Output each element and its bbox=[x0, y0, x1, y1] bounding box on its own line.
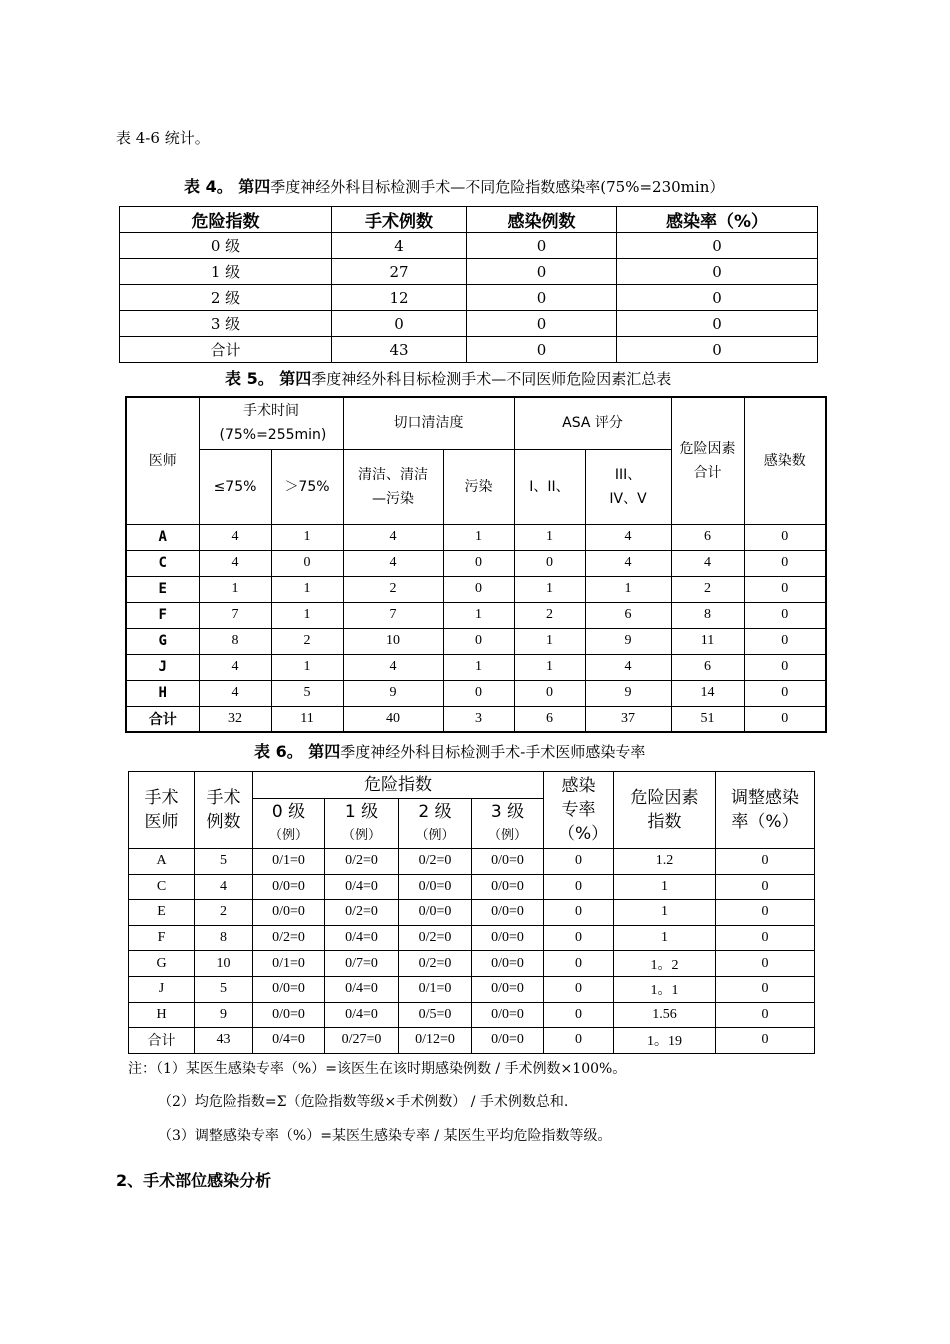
table6-body bbox=[129, 849, 815, 1054]
table-row bbox=[129, 849, 815, 875]
t5-cell: 2 bbox=[514, 602, 585, 628]
t6-cell: 5 bbox=[195, 849, 253, 875]
t5-header-asa12: I、II、 bbox=[514, 449, 585, 524]
t5-cell: 4 bbox=[343, 550, 443, 576]
t6-level-name: 3 级 bbox=[490, 801, 525, 822]
t6-header-level bbox=[472, 799, 544, 849]
t6-cell: 0 bbox=[544, 925, 614, 951]
t5-cell: 4 bbox=[585, 654, 671, 680]
table-row bbox=[126, 628, 826, 654]
t5-cell: 4 bbox=[199, 524, 271, 550]
t5-doctor-cell: C bbox=[126, 550, 199, 576]
t6-cell: 1.2 bbox=[614, 849, 716, 875]
t6-cell: 0 bbox=[544, 976, 614, 1002]
t5-header-asa: ASA 评分 bbox=[514, 397, 671, 449]
t4-cell: 0 bbox=[467, 311, 617, 337]
table-row bbox=[120, 285, 818, 311]
t4-cell: 1 级 bbox=[120, 259, 332, 285]
t6-cell: 1 bbox=[614, 874, 716, 900]
table-row bbox=[129, 951, 815, 977]
t5-header-asa345: III、IV、V bbox=[585, 449, 671, 524]
t6-header-rate: 感染专率（%） bbox=[544, 772, 614, 849]
t5-cell: 1 bbox=[443, 654, 514, 680]
table-row bbox=[126, 602, 826, 628]
t6-doctor-cell: F bbox=[129, 925, 195, 951]
t5-cell: 5 bbox=[271, 680, 343, 706]
t6-cell: 9 bbox=[195, 1002, 253, 1028]
t6-level-name: 2 级 bbox=[418, 801, 452, 822]
table-row bbox=[126, 550, 826, 576]
t6-header-level bbox=[399, 799, 472, 849]
t5-cell: 1 bbox=[271, 654, 343, 680]
t6-cell: 0/0=0 bbox=[399, 900, 472, 926]
t6-cell: 0/4=0 bbox=[325, 925, 399, 951]
t5-cell: 37 bbox=[585, 706, 671, 732]
t5-cell: 6 bbox=[585, 602, 671, 628]
t5-doctor-cell: J bbox=[126, 654, 199, 680]
t5-cell: 3 bbox=[443, 706, 514, 732]
t6-cell: 0 bbox=[544, 874, 614, 900]
t6-header-level bbox=[253, 799, 325, 849]
table5-caption-label: 表 5。 第四 bbox=[225, 369, 312, 388]
t6-cell: 0/4=0 bbox=[325, 1002, 399, 1028]
t6-cell: 0/4=0 bbox=[325, 976, 399, 1002]
t5-cell: 4 bbox=[199, 680, 271, 706]
t5-cell: 9 bbox=[343, 680, 443, 706]
table-row bbox=[126, 706, 826, 732]
note-2: （2）均危险指数=Σ（危险指数等级×手术例数） / 手术例数总和. bbox=[158, 1094, 569, 1110]
t6-cell: 2 bbox=[195, 900, 253, 926]
t5-cell: 0 bbox=[744, 706, 826, 732]
t6-cell: 0 bbox=[716, 874, 815, 900]
t6-cell: 0/0=0 bbox=[472, 951, 544, 977]
t5-cell: 7 bbox=[343, 602, 443, 628]
t5-cell: 4 bbox=[343, 524, 443, 550]
t5-cell: 0 bbox=[514, 680, 585, 706]
t4-header-cell: 感染率（%） bbox=[617, 207, 818, 233]
t5-cell: 1 bbox=[514, 576, 585, 602]
t6-cell: 0 bbox=[716, 849, 815, 875]
t6-level-unit: （例） bbox=[341, 827, 381, 843]
t6-cell: 0/0=0 bbox=[253, 874, 325, 900]
table-row bbox=[129, 1028, 815, 1054]
t5-cell: 2 bbox=[343, 576, 443, 602]
t5-cell: 1 bbox=[199, 576, 271, 602]
t4-cell: 0 bbox=[467, 233, 617, 259]
t4-cell: 0 bbox=[617, 259, 818, 285]
table-row bbox=[120, 233, 818, 259]
t6-cell: 0 bbox=[544, 900, 614, 926]
t5-cell: 0 bbox=[744, 550, 826, 576]
t6-cell: 0/2=0 bbox=[399, 951, 472, 977]
t6-header-level bbox=[325, 799, 399, 849]
t5-cell: 0 bbox=[443, 576, 514, 602]
t6-cell: 8 bbox=[195, 925, 253, 951]
t6-cell: 0 bbox=[716, 925, 815, 951]
t5-cell: 51 bbox=[671, 706, 744, 732]
t5-cell: 0 bbox=[271, 550, 343, 576]
t5-cell: 0 bbox=[443, 680, 514, 706]
t5-cell: 40 bbox=[343, 706, 443, 732]
t5-cell: 4 bbox=[585, 550, 671, 576]
t6-cell: 5 bbox=[195, 976, 253, 1002]
t6-cell: 0/0=0 bbox=[472, 874, 544, 900]
t6-cell: 0/0=0 bbox=[399, 874, 472, 900]
t5-cell: 0 bbox=[744, 524, 826, 550]
t5-cell: 6 bbox=[671, 654, 744, 680]
t5-cell: 14 bbox=[671, 680, 744, 706]
t5-cell: 1 bbox=[443, 524, 514, 550]
t4-header-cell: 手术例数 bbox=[332, 207, 467, 233]
t6-doctor-cell: E bbox=[129, 900, 195, 926]
t4-cell: 3 级 bbox=[120, 311, 332, 337]
t6-cell: 0/0=0 bbox=[472, 925, 544, 951]
t5-doctor-cell: A bbox=[126, 524, 199, 550]
t5-cell: 8 bbox=[671, 602, 744, 628]
t4-cell: 27 bbox=[332, 259, 467, 285]
t6-cell: 0 bbox=[716, 951, 815, 977]
t5-cell: 8 bbox=[199, 628, 271, 654]
t5-cell: 11 bbox=[671, 628, 744, 654]
table-row bbox=[126, 576, 826, 602]
t6-cell: 0 bbox=[716, 1002, 815, 1028]
t4-cell: 0 bbox=[467, 285, 617, 311]
t6-cell: 0 bbox=[716, 976, 815, 1002]
t5-cell: 1 bbox=[271, 602, 343, 628]
t5-header-time: 手术时间 (75%=255min) bbox=[199, 397, 343, 449]
t5-cell: 6 bbox=[671, 524, 744, 550]
t6-cell: 0/4=0 bbox=[253, 1028, 325, 1054]
t6-cell: 0/0=0 bbox=[253, 1002, 325, 1028]
table4-header-row bbox=[120, 207, 818, 233]
section-heading: 2、手术部位感染分析 bbox=[116, 1171, 272, 1190]
t6-cell: 0 bbox=[544, 849, 614, 875]
t5-header-doctor: 医师 bbox=[126, 397, 199, 524]
t5-cell: 1 bbox=[514, 654, 585, 680]
t6-cell: 0/0=0 bbox=[253, 900, 325, 926]
t6-doctor-cell: C bbox=[129, 874, 195, 900]
table-row bbox=[120, 311, 818, 337]
t5-cell: 10 bbox=[343, 628, 443, 654]
t6-cell: 0 bbox=[544, 951, 614, 977]
t5-header-dirty: 污染 bbox=[443, 449, 514, 524]
t5-cell: 0 bbox=[744, 628, 826, 654]
t6-cell: 0/1=0 bbox=[399, 976, 472, 1002]
t5-header-clean: 切口清洁度 bbox=[343, 397, 514, 449]
t6-cell: 0/2=0 bbox=[325, 849, 399, 875]
t6-level-name: 0 级 bbox=[271, 801, 306, 822]
t5-cell: 1 bbox=[514, 524, 585, 550]
t4-cell: 0 级 bbox=[120, 233, 332, 259]
table-row bbox=[120, 259, 818, 285]
t6-cell: 0/12=0 bbox=[399, 1028, 472, 1054]
t5-cell: 2 bbox=[671, 576, 744, 602]
t5-cell: 0 bbox=[514, 550, 585, 576]
t6-cell: 0/0=0 bbox=[472, 900, 544, 926]
t5-doctor-cell: F bbox=[126, 602, 199, 628]
t5-cell: 4 bbox=[671, 550, 744, 576]
t6-cell: 0/0=0 bbox=[253, 976, 325, 1002]
t6-cell: 0/0=0 bbox=[472, 1002, 544, 1028]
table4-caption bbox=[184, 174, 724, 197]
t5-cell: 0 bbox=[744, 654, 826, 680]
table-row bbox=[126, 654, 826, 680]
t6-cell: 0/0=0 bbox=[472, 976, 544, 1002]
t5-cell: 4 bbox=[199, 550, 271, 576]
t6-cell: 0/0=0 bbox=[472, 1028, 544, 1054]
t4-cell: 合计 bbox=[120, 337, 332, 363]
t6-level-name: 1 级 bbox=[344, 801, 379, 822]
t6-cell: 1.56 bbox=[614, 1002, 716, 1028]
t4-cell: 0 bbox=[617, 337, 818, 363]
table-row bbox=[129, 900, 815, 926]
t6-cell: 0/1=0 bbox=[253, 849, 325, 875]
t6-cell: 0/2=0 bbox=[253, 925, 325, 951]
t5-cell: 0 bbox=[744, 576, 826, 602]
t5-cell: 1 bbox=[585, 576, 671, 602]
table-row bbox=[120, 337, 818, 363]
t6-doctor-cell: J bbox=[129, 976, 195, 1002]
t6-header-cases: 手术例数 bbox=[195, 772, 253, 849]
t5-cell: 2 bbox=[271, 628, 343, 654]
t6-cell: 10 bbox=[195, 951, 253, 977]
note-1: 注：（1）某医生感染专率（%）=该医生在该时期感染例数 / 手术例数×100%。 bbox=[128, 1061, 627, 1077]
t4-cell: 4 bbox=[332, 233, 467, 259]
t6-cell: 0/2=0 bbox=[399, 925, 472, 951]
t6-cell: 1 bbox=[614, 900, 716, 926]
t6-cell: 1。2 bbox=[614, 951, 716, 977]
t6-cell: 0/1=0 bbox=[253, 951, 325, 977]
table-row bbox=[129, 976, 815, 1002]
t4-cell: 0 bbox=[617, 311, 818, 337]
t6-cell: 0/2=0 bbox=[399, 849, 472, 875]
table6-caption-text: 季度神经外科目标检测手术-手术医师感染专率 bbox=[340, 743, 646, 761]
t6-cell: 0/4=0 bbox=[325, 874, 399, 900]
intro-text: 表 4-6 统计。 bbox=[116, 129, 210, 147]
t5-cell: 0 bbox=[443, 550, 514, 576]
t5-cell: 1 bbox=[514, 628, 585, 654]
t5-cell: 0 bbox=[744, 680, 826, 706]
t4-header-cell: 危险指数 bbox=[120, 207, 332, 233]
table5 bbox=[125, 396, 827, 733]
t6-cell: 4 bbox=[195, 874, 253, 900]
table4-body bbox=[120, 207, 818, 363]
t5-cell: 0 bbox=[443, 628, 514, 654]
t6-doctor-cell: G bbox=[129, 951, 195, 977]
t5-doctor-cell: 合计 bbox=[126, 706, 199, 732]
t5-header-gt75: ＞75% bbox=[271, 449, 343, 524]
t4-cell: 0 bbox=[467, 337, 617, 363]
t6-header-risk-factor: 危险因素指数 bbox=[614, 772, 716, 849]
t4-cell: 0 bbox=[617, 233, 818, 259]
t6-doctor-cell: H bbox=[129, 1002, 195, 1028]
t5-cell: 0 bbox=[744, 602, 826, 628]
t6-header-adjusted: 调整感染率（%） bbox=[716, 772, 815, 849]
t6-cell: 0/27=0 bbox=[325, 1028, 399, 1054]
t6-doctor-cell: A bbox=[129, 849, 195, 875]
table6-caption-label: 表 6。 第四 bbox=[254, 742, 341, 761]
t5-doctor-cell: E bbox=[126, 576, 199, 602]
t5-cell: 4 bbox=[585, 524, 671, 550]
table5-body bbox=[126, 524, 826, 732]
t5-cell: 9 bbox=[585, 680, 671, 706]
table-row bbox=[129, 874, 815, 900]
t5-cell: 32 bbox=[199, 706, 271, 732]
t6-cell: 0/2=0 bbox=[325, 900, 399, 926]
t5-cell: 7 bbox=[199, 602, 271, 628]
t5-cell: 9 bbox=[585, 628, 671, 654]
note-3: （3）调整感染专率（%）=某医生感染专率 / 某医生平均危险指数等级。 bbox=[158, 1128, 612, 1144]
t4-cell: 0 bbox=[617, 285, 818, 311]
table-row bbox=[126, 680, 826, 706]
t5-header-le75: ≤75% bbox=[199, 449, 271, 524]
t6-level-unit: （例） bbox=[268, 827, 308, 843]
t5-header-risk: 危险因素合计 bbox=[671, 397, 744, 524]
t6-doctor-cell: 合计 bbox=[129, 1028, 195, 1054]
t6-cell: 0/5=0 bbox=[399, 1002, 472, 1028]
t5-cell: 1 bbox=[271, 524, 343, 550]
t4-header-cell: 感染例数 bbox=[467, 207, 617, 233]
t6-level-unit: （例） bbox=[487, 827, 527, 843]
t6-cell: 1 bbox=[614, 925, 716, 951]
table6 bbox=[128, 771, 815, 1054]
table-row bbox=[126, 524, 826, 550]
t5-cell: 4 bbox=[199, 654, 271, 680]
t6-cell: 0 bbox=[716, 900, 815, 926]
t5-header-infection: 感染数 bbox=[744, 397, 826, 524]
t6-cell: 43 bbox=[195, 1028, 253, 1054]
t4-cell: 12 bbox=[332, 285, 467, 311]
table4 bbox=[119, 206, 818, 363]
t6-header-risk-index: 危险指数 bbox=[253, 772, 544, 799]
t4-cell: 43 bbox=[332, 337, 467, 363]
table-row bbox=[129, 925, 815, 951]
t5-cell: 6 bbox=[514, 706, 585, 732]
table6-caption bbox=[254, 739, 645, 762]
t5-cell: 11 bbox=[271, 706, 343, 732]
t4-cell: 0 bbox=[467, 259, 617, 285]
t5-doctor-cell: H bbox=[126, 680, 199, 706]
t6-cell: 0 bbox=[716, 1028, 815, 1054]
t6-cell: 0/0=0 bbox=[472, 849, 544, 875]
table4-caption-label: 表 4。 第四 bbox=[184, 177, 271, 196]
table5-caption bbox=[225, 366, 671, 389]
table5-caption-text: 季度神经外科目标检测手术—不同医师危险因素汇总表 bbox=[311, 370, 672, 388]
t5-header-clean-sub: 清洁、清洁—污染 bbox=[343, 449, 443, 524]
t6-header-doctor: 手术医师 bbox=[129, 772, 195, 849]
t5-doctor-cell: G bbox=[126, 628, 199, 654]
table-row bbox=[129, 1002, 815, 1028]
t6-level-unit: （例） bbox=[415, 827, 455, 843]
t6-cell: 0 bbox=[544, 1002, 614, 1028]
t6-cell: 1。1 bbox=[614, 976, 716, 1002]
t6-cell: 1。19 bbox=[614, 1028, 716, 1054]
t4-cell: 0 bbox=[332, 311, 467, 337]
t5-cell: 4 bbox=[343, 654, 443, 680]
table4-caption-text: 季度神经外科目标检测手术—不同危险指数感染率(75%=230min） bbox=[270, 178, 725, 196]
t6-cell: 0 bbox=[544, 1028, 614, 1054]
t5-cell: 1 bbox=[443, 602, 514, 628]
t6-cell: 0/7=0 bbox=[325, 951, 399, 977]
t5-cell: 1 bbox=[271, 576, 343, 602]
t4-cell: 2 级 bbox=[120, 285, 332, 311]
